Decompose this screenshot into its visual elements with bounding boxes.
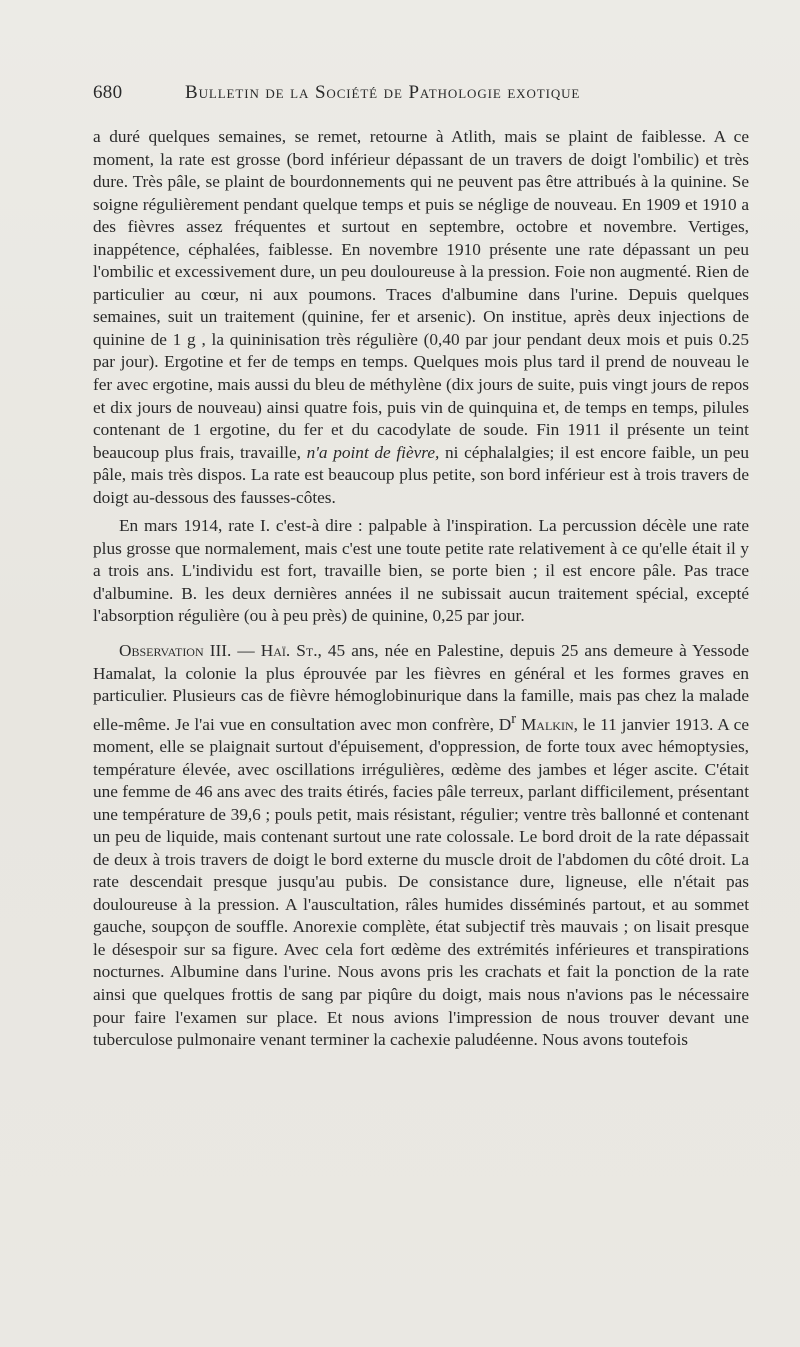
running-head [93,82,749,112]
doctor-name: Malkin [520,714,574,734]
observation-dash: — [231,641,261,661]
paragraph-text: a duré quelques semaines, se remet, retourne à Atlith, mais se plaint de faiblesse. A ce moment, la rate est grosse (bord inférieur dépassant de un travers de doigt l'ombilic) et très dure. Très pâle, se plaint de bourdonnements qui ne peuvent pas être attribués à la quinine. Se soigne régulièrement pendant quelque temps et puis se néglige de nouveau. En 1909 et 1910 a des fièvres assez fréquentes et surtout en septembre, octobre et novembre. Vertiges, inappétence, céphalées, faiblesse. En novembre 1910 présente une rate dépassant un peu l'ombilic et excessivement dure, un peu douloureuse à la pression. Foie non augmenté. Rien de particulier au cœur, ni aux poumons. Traces d'albumine dans l'urine. Depuis quelques semaines, suit un traitement (quinine, fer et arsenic). On institue, après deux injections de quinine de 1 g , la quininisation très régulière (0,40 par jour pendant deux mois et puis 0.25 par jour). Ergotine et fer de temps en temps. Quelques mois plus tard il prend de nouveau le fer avec ergotine, mais aussi du bleu de méthylène (dix jours de suite, puis vingt jours de repos et dix jours de nouveau) ainsi quatre fois, puis vin de quinquina et, de temps en temps, pilules contenant de 1 ergotine, du fer et du cacodylate de soude. Fin 1911 il présente un teint beaucoup plus frais, travaille, [93,127,749,462]
page-number: 680 [93,82,123,103]
observation-label: Observation III. [119,641,232,661]
italic-phrase: n'a point de fièvre, [306,442,440,462]
patient-name: Haï. St. [260,641,318,661]
article-body [93,126,749,1052]
journal-title: Bulletin de la Société de Pathologie exotique [185,82,581,103]
doctor-abbrev-sup: r [511,710,517,727]
observation-text-1: , 45 ans, née en Palestine, depuis 25 ans demeure à Yessode Hamalat, la colonie la plus éprouvée par les fièvres en général et les formes graves en particulier. Plusieurs cas de fièvre hémoglobinurique dans la famille, mais pas chez la malade elle-même. Je l'ai vue en consultation avec mon confrère, D [93,641,749,734]
paragraph-text-after: ni céphalalgies; il est encore faible, un peu pâle, mais très dispos. La rate est beaucoup plus petite, son bord inférieur est à trois travers de doigt au-dessous des fausses-côtes. [93,442,749,507]
observation-text-2: , le 11 janvier 1913. A ce moment, elle se plaignait surtout d'épuisement, d'oppression, de forte toux avec hémoptysies, température élevée, avec oscillations irrégulières, œdème des jambes et léger ascite. C'était une femme de 46 ans avec des traits étirés, facies pâle terreux, parlant difficilement, présentant une température de 39,6 ; pouls petit, mais résistant, régulier; ventre très ballonné et contenant un peu de liquide, mais contenant surtout une rate colossale. Le bord droit de la rate dépassait de deux à trois travers de doigt le bord externe du muscle droit de l'abdomen du côté droit. La rate descendait presque jusqu'au pubis. De consistance dure, ligneuse, elle n'était pas douloureuse à la pression. A l'auscultation, râles humides disséminés partout, et au sommet gauche, soupçon de souffle. Anorexie complète, état subjectif très mauvais ; on lisait presque le désespoir sur sa figure. Avec cela fort œdème des extrémités inférieures et transpirations nocturnes. Albumine dans l'urine. Nous avons pris les crachats et fait la ponction de la rate ainsi que quelques frottis de sang par piqûre du doigt, mais nous n'avions pas le nécessaire pour faire l'examen sur place. Et nous avions l'impression de nous trouver devant une tuberculose pulmonaire venant terminer la cachexie paludéenne. Nous avons toutefois [93,714,750,1050]
paragraph-text: En mars 1914, rate I. c'est-à dire : palpable à l'inspiration. La percussion décèle une rate plus grosse que normalement, mais c'est une toute petite rate relativement à ce qu'elle était il y a trois ans. L'individu est fort, travaille bien, se porte bien ; il est encore pâle. Pas trace d'albumine. B. les deux dernières années il ne subissait aucun traitement spécial, excepté l'absorption régulière (ou à peu près) de quinine, 0,25 par jour. [93,516,749,626]
paragraph-march-1914 [93,515,749,628]
paragraph-case-continuation [93,126,749,509]
paragraph-observation-3 [93,640,749,1052]
